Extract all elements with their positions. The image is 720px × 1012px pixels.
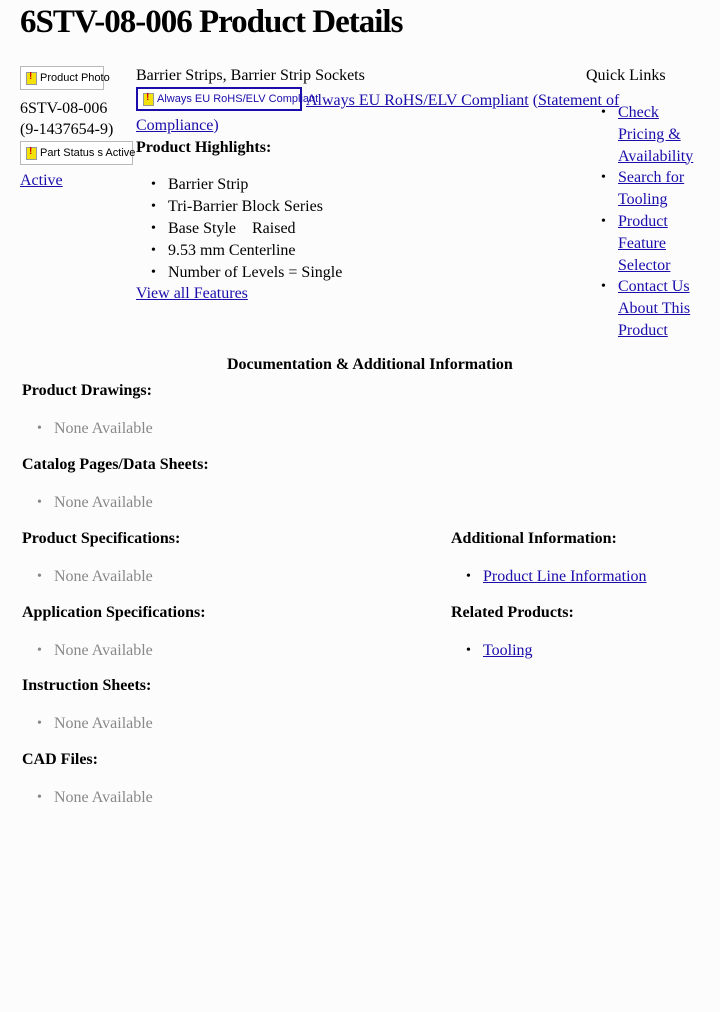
quick-link-line[interactable]: Availability [618, 147, 694, 165]
documentation-heading: Documentation & Additional Information [227, 356, 513, 373]
quick-link-line[interactable]: Feature [618, 234, 666, 252]
quick-link-check-pricing[interactable] [586, 102, 693, 167]
quick-link-line[interactable]: Pricing & [618, 125, 681, 143]
related-products-heading: Related Products: [451, 604, 574, 621]
statement-close-paren: ) [213, 117, 219, 134]
broken-image-icon [26, 72, 37, 85]
quick-link-line[interactable]: Tooling [618, 191, 668, 209]
rohs-image-label: Always EU RoHS/ELV Compliant [157, 93, 319, 105]
additional-info-heading: Additional Information: [451, 530, 617, 547]
list-item: • None Available [22, 787, 153, 809]
list-item: • Tri-Barrier Block Series [136, 196, 342, 218]
quick-link-line[interactable]: About This [618, 300, 691, 318]
quick-link-contact-us[interactable] [586, 276, 693, 341]
part-status-link[interactable]: Active [20, 172, 63, 189]
page-title: 6STV-08-006 Product Details [20, 4, 403, 40]
statement-of-compliance-link[interactable]: Statement of [538, 92, 620, 109]
list-item: • 9.53 mm Centerline [136, 240, 342, 262]
list-item: • Number of Levels = Single [136, 262, 342, 284]
highlights-heading: Product Highlights: [136, 139, 272, 156]
statement-open-paren: ( [532, 92, 539, 109]
quick-link-line[interactable]: Check [618, 104, 659, 121]
quick-link-line[interactable]: Contact Us [618, 278, 690, 296]
product-drawings-heading: Product Drawings: [22, 382, 152, 399]
highlights-list [136, 174, 342, 284]
product-photo[interactable] [20, 66, 110, 90]
quick-link-line[interactable]: Product [618, 321, 668, 339]
list-item: • None Available [22, 640, 153, 662]
rohs-image[interactable] [136, 87, 319, 111]
quick-link-line[interactable]: Selector [618, 256, 671, 274]
list-item: • Barrier Strip [136, 174, 342, 196]
product-photo-label: Product Photo [40, 72, 110, 84]
view-all-features-link[interactable]: View all Features [136, 285, 248, 302]
alt-part-number: (9-1437654-9) [20, 121, 114, 138]
broken-image-icon [26, 147, 37, 160]
list-item[interactable] [451, 640, 533, 662]
list-item: • None Available [22, 566, 153, 588]
product-category: Barrier Strips, Barrier Strip Sockets [136, 67, 365, 84]
broken-image-icon [143, 93, 154, 106]
statement-of-compliance-link-cont[interactable]: Compliance [136, 117, 214, 134]
list-item[interactable] [451, 566, 647, 588]
quick-link-search-tooling[interactable] [586, 167, 693, 211]
list-item: • None Available [22, 713, 153, 735]
cad-files-heading: CAD Files: [22, 751, 98, 768]
quick-link-line[interactable]: Product [618, 212, 668, 230]
quick-link-line[interactable]: Search for [618, 169, 685, 187]
list-item: • None Available [22, 492, 153, 514]
list-item: • Base Style Raised [136, 218, 342, 240]
part-status-image-label: Part Status s Active [40, 147, 136, 159]
part-number: 6STV-08-006 [20, 100, 108, 117]
rohs-link[interactable]: Always EU RoHS/ELV Compliant [306, 92, 529, 109]
instruction-sheets-heading: Instruction Sheets: [22, 677, 152, 694]
quick-links-heading: Quick Links [586, 67, 666, 84]
tooling-link[interactable]: Tooling [483, 642, 533, 659]
product-line-info-link[interactable]: Product Line Information [483, 568, 647, 585]
catalog-pages-heading: Catalog Pages/Data Sheets: [22, 456, 209, 473]
part-status-image [20, 141, 136, 165]
quick-link-feature-selector[interactable] [586, 211, 693, 276]
quick-links-list [586, 102, 693, 342]
list-item: • None Available [22, 418, 153, 440]
application-specs-heading: Application Specifications: [22, 604, 206, 621]
product-specs-heading: Product Specifications: [22, 530, 181, 547]
